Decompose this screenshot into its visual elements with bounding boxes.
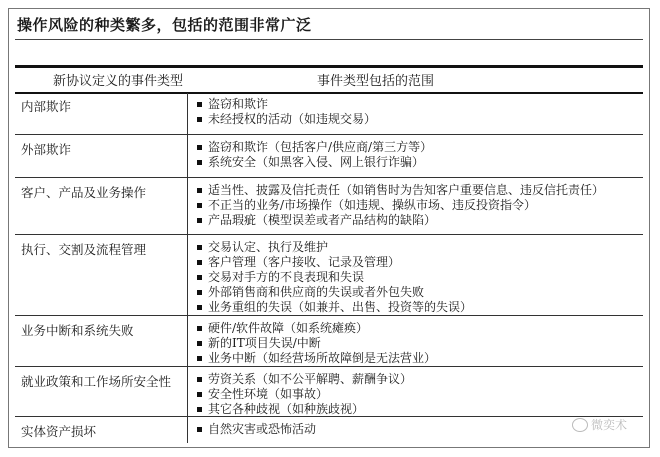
square-bullet-icon [197, 407, 202, 412]
list-item [194, 97, 376, 112]
event-scope-list [194, 240, 472, 315]
square-bullet-icon [197, 260, 202, 265]
list-item [194, 213, 604, 228]
square-bullet-icon [197, 160, 202, 165]
list-item [194, 183, 604, 198]
event-scope-list [194, 372, 412, 417]
event-type-label: 外部欺诈 [21, 142, 72, 157]
square-bullet-icon [197, 275, 202, 280]
header-divider [15, 92, 643, 94]
list-item [194, 155, 432, 170]
title-divider [15, 39, 643, 40]
square-bullet-icon [197, 145, 202, 150]
square-bullet-icon [197, 203, 202, 208]
list-item [194, 387, 412, 402]
list-item-text: 产品瑕疵（模型误差或者产品结构的缺陷） [208, 213, 437, 227]
event-scope-list [194, 140, 432, 170]
square-bullet-icon [197, 117, 202, 122]
square-bullet-icon [197, 305, 202, 310]
list-item [194, 255, 472, 270]
row-divider [15, 315, 643, 316]
event-scope-list [194, 183, 604, 228]
list-item-text: 适当性、披露及信托责任（如销售时为告知客户重要信息、违反信托责任） [208, 183, 605, 197]
list-item-text: 交易对手方的不良表现和失误 [208, 270, 365, 284]
square-bullet-icon [197, 245, 202, 250]
square-bullet-icon [197, 356, 202, 361]
list-item [194, 112, 376, 127]
square-bullet-icon [197, 102, 202, 107]
table-top-rule [15, 65, 643, 68]
list-item [194, 140, 432, 155]
row-divider [15, 134, 643, 135]
list-item-text: 外部销售商和供应商的失误或者外包失败 [208, 285, 425, 299]
list-item-text: 业务中断（如经营场所故障倒是无法营业） [208, 351, 437, 365]
event-scope-list [194, 321, 436, 366]
event-type-label: 业务中断和系统失败 [21, 323, 134, 338]
square-bullet-icon [197, 427, 202, 432]
square-bullet-icon [197, 218, 202, 223]
event-scope-list [194, 97, 376, 127]
slide-frame [8, 8, 650, 448]
list-item-text: 自然灾害或恐怖活动 [208, 422, 317, 436]
row-divider [15, 366, 643, 367]
list-item [194, 351, 436, 366]
event-type-label: 内部欺诈 [21, 99, 72, 114]
event-type-label: 客户、产品及业务操作 [21, 185, 147, 200]
list-item [194, 336, 436, 351]
column-divider [187, 93, 188, 443]
event-scope-list [194, 422, 316, 437]
row-divider [15, 416, 643, 417]
list-item-text: 安全性环境（如事故） [208, 387, 329, 401]
list-item-text: 客户管理（客户接收、记录及管理） [208, 255, 401, 269]
event-type-label: 就业政策和工作场所安全性 [21, 374, 172, 389]
list-item-text: 系统安全（如黑客入侵、网上银行诈骗） [208, 155, 425, 169]
list-item-text: 其它各种歧视（如种族歧视） [208, 402, 365, 416]
square-bullet-icon [197, 392, 202, 397]
square-bullet-icon [197, 290, 202, 295]
list-item-text: 未经授权的活动（如违规交易） [208, 112, 377, 126]
page-title: 操作风险的种类繁多，包括的范围非常广泛 [17, 16, 312, 34]
watermark [572, 416, 627, 433]
list-item [194, 270, 472, 285]
list-item [194, 321, 436, 336]
list-item [194, 198, 604, 213]
list-item-text: 业务重组的失误（如兼并、出售、投资等的失误） [208, 300, 473, 314]
list-item [194, 372, 412, 387]
list-item-text: 盗窃和欺诈 [208, 97, 269, 111]
event-type-label: 执行、交割及流程管理 [21, 242, 147, 257]
list-item-text: 交易认定、执行及维护 [208, 240, 329, 254]
row-divider [15, 177, 643, 178]
header-event-type: 新协议定义的事件类型 [53, 74, 184, 89]
event-type-label: 实体资产损坏 [21, 424, 97, 439]
list-item-text: 盗窃和欺诈（包括客户/供应商/第三方等） [208, 140, 433, 154]
list-item [194, 285, 472, 300]
header-event-scope: 事件类型包括的范围 [317, 74, 435, 89]
square-bullet-icon [197, 188, 202, 193]
row-divider [15, 234, 643, 235]
list-item [194, 422, 316, 437]
list-item [194, 300, 472, 315]
list-item-text: 劳资关系（如不公平解聘、薪酬争议） [208, 372, 413, 386]
list-item-text: 硬件/软件故障（如系统瘫痪） [208, 321, 369, 335]
list-item-text: 不正当的业务/市场操作（如违规、操纵市场、违反投资指令） [208, 198, 537, 212]
watermark-text: 微奕术 [590, 418, 627, 432]
list-item [194, 402, 412, 417]
wechat-icon [572, 418, 588, 432]
square-bullet-icon [197, 326, 202, 331]
square-bullet-icon [197, 377, 202, 382]
square-bullet-icon [197, 341, 202, 346]
list-item [194, 240, 472, 255]
list-item-text: 新的IT项目失误/中断 [208, 336, 321, 350]
